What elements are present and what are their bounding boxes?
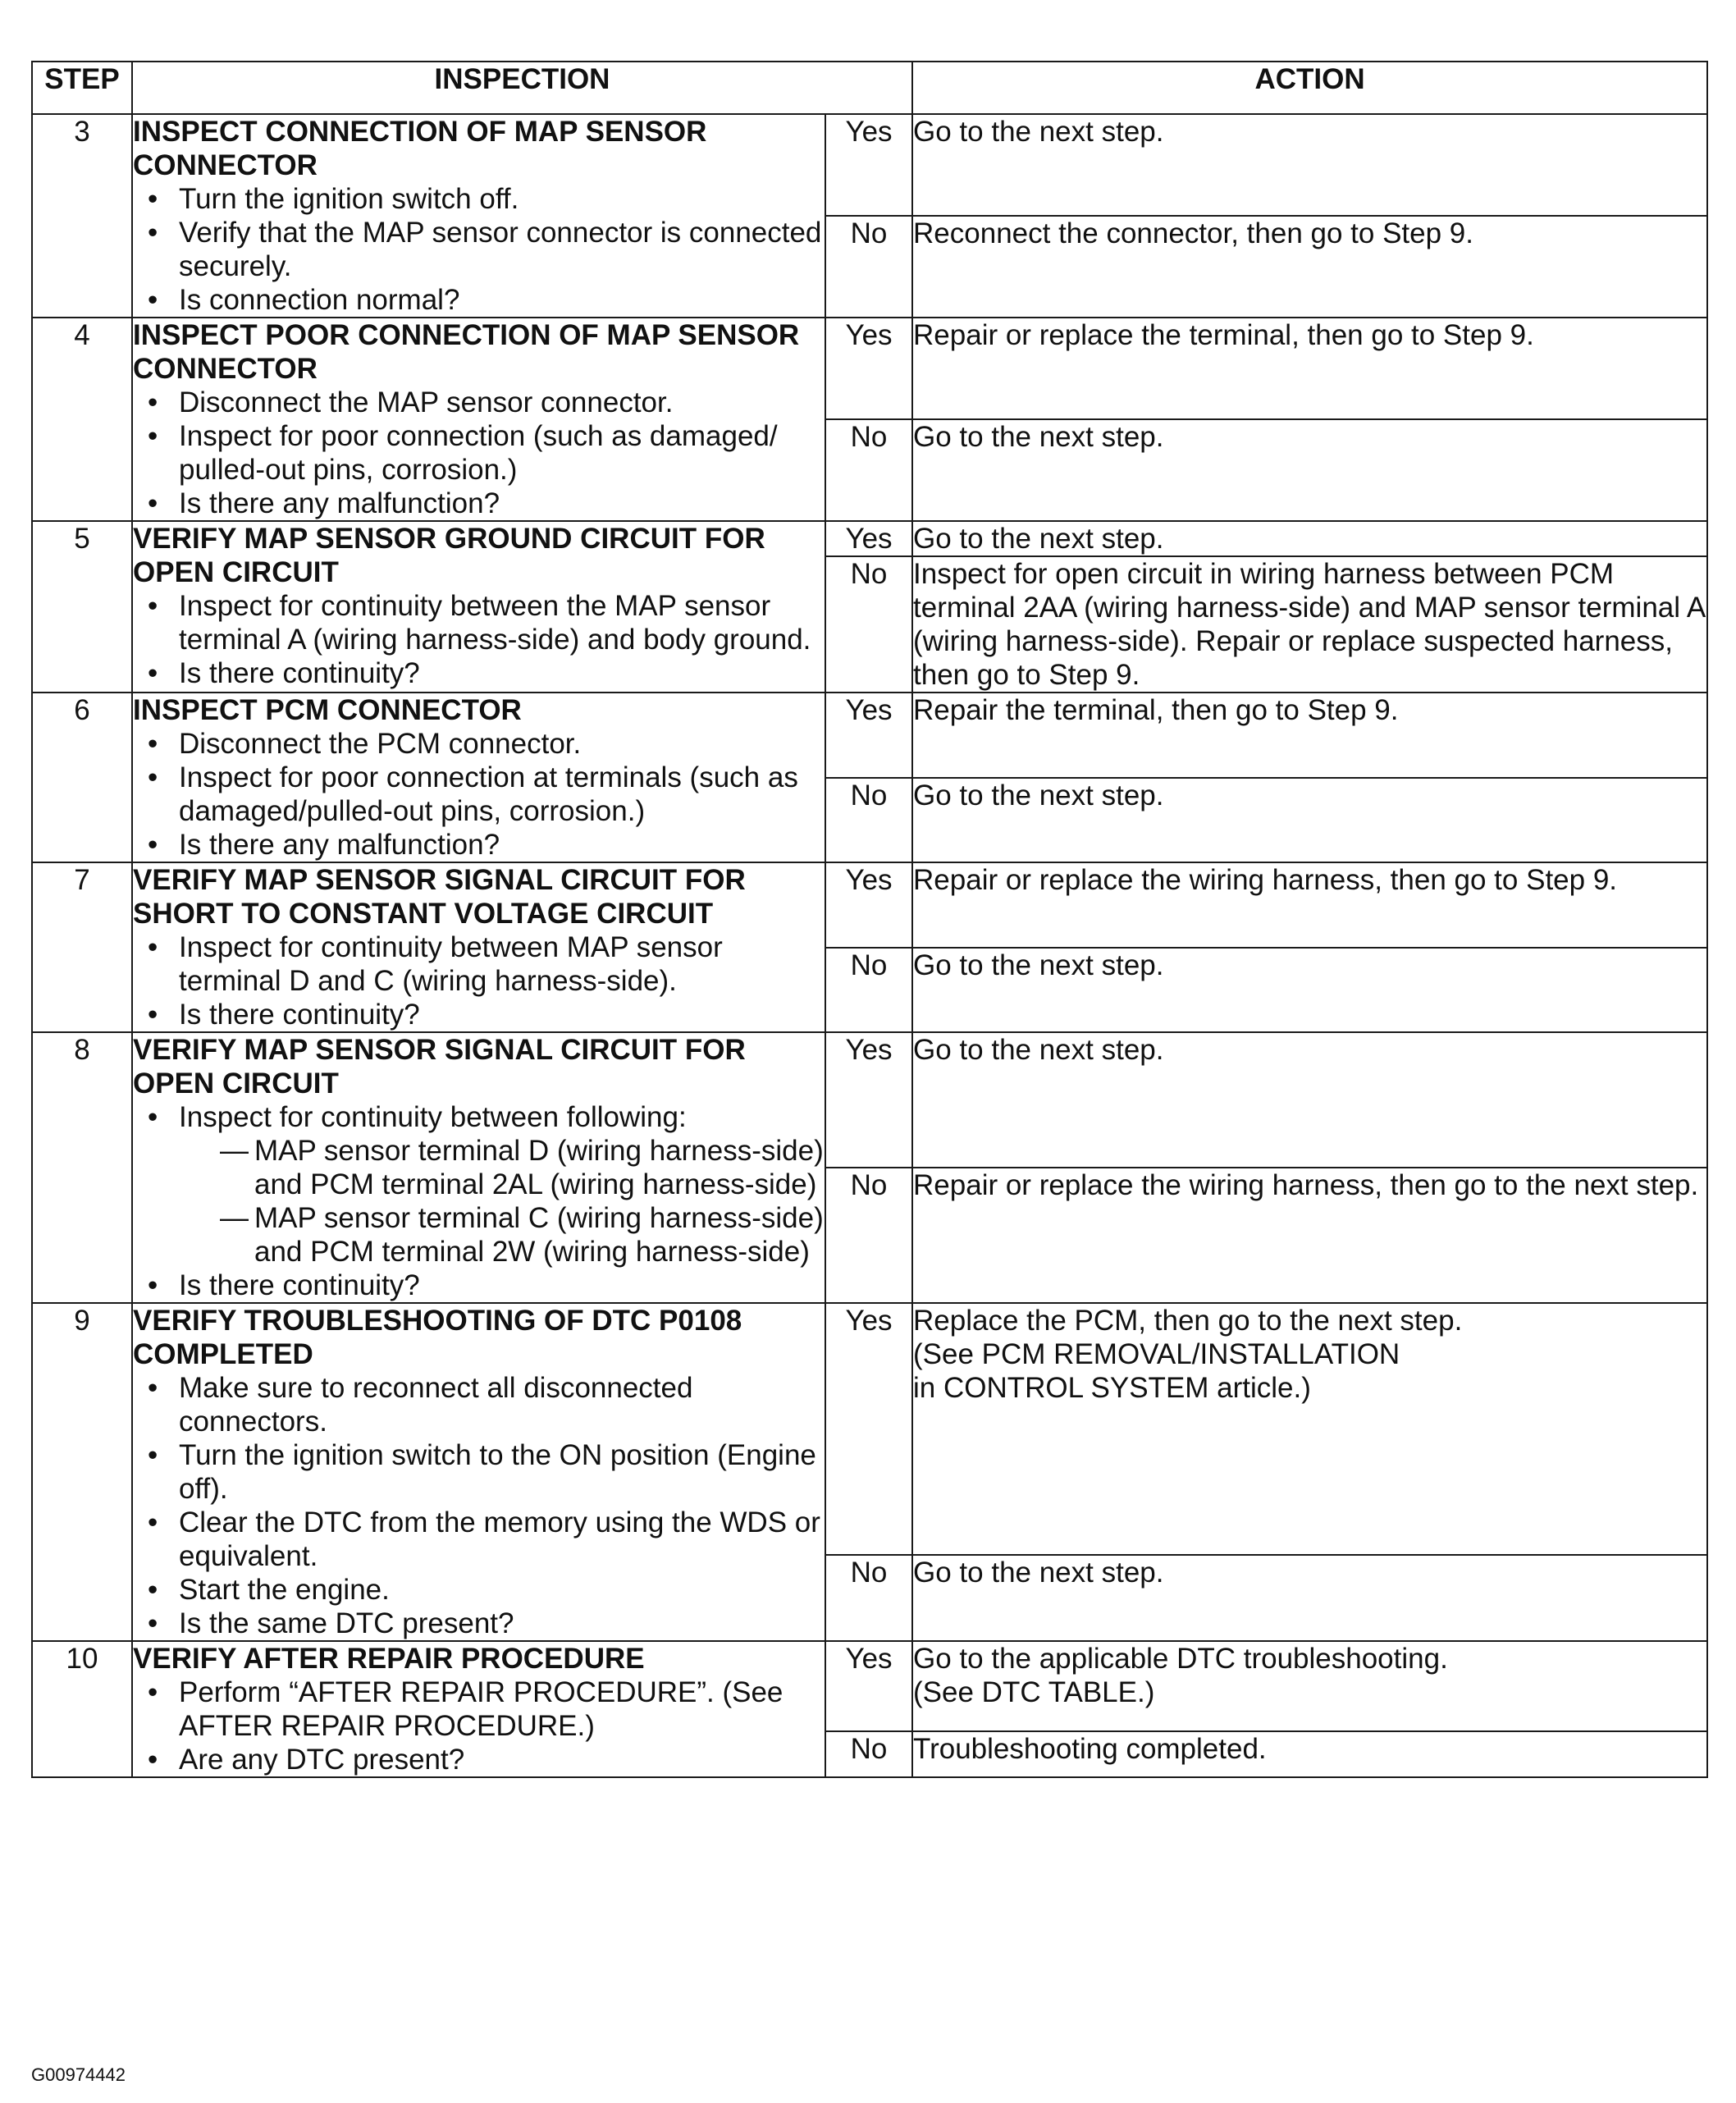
- step-number: 6: [32, 693, 132, 862]
- action-cell: [912, 1032, 1707, 1168]
- figure-code: G00974442: [31, 2064, 126, 2085]
- action-cell: [912, 1641, 1707, 1731]
- step-number: 4: [32, 318, 132, 521]
- answer-no: No: [825, 419, 912, 521]
- answer-yes: Yes: [825, 1032, 912, 1168]
- table-row: [32, 862, 1707, 948]
- action-cell: [912, 521, 1707, 556]
- inspection-bullet: • Turn the ignition switch off.: [133, 182, 825, 216]
- answer-no: No: [825, 216, 912, 318]
- inspection-bullet: • Inspect for poor connection at terminals (such as damaged/pulled-out pins, corrosion.): [133, 761, 825, 828]
- inspection-bullet: • Inspect for poor connection (such as damaged/ pulled-out pins, corrosion.): [133, 419, 825, 487]
- inspection-title: INSPECT CONNECTION OF MAP SENSOR CONNECTOR: [133, 116, 707, 181]
- inspection-bullet: • Perform “AFTER REPAIR PROCEDURE”. (See AFTER REPAIR PROCEDURE.): [133, 1676, 825, 1743]
- inspection-bullets: [133, 182, 825, 317]
- inspection-cell: [132, 1641, 825, 1777]
- diagnostic-table-sheet: [31, 61, 1706, 1778]
- action-text: (See PCM REMOVAL/INSTALLATION: [913, 1338, 1400, 1370]
- action-text: Go to the next step.: [913, 116, 1164, 148]
- answer-yes: Yes: [825, 318, 912, 419]
- header-step: STEP: [32, 62, 132, 114]
- inspection-bullets: [133, 386, 825, 520]
- action-cell: [912, 778, 1707, 863]
- table-body: [32, 114, 1707, 1777]
- action-text: Repair or replace the terminal, then go to Step 9.: [913, 319, 1534, 351]
- inspection-bullet: • Inspect for continuity between the MAP sensor terminal A (wiring harness-side) and body ground.: [133, 589, 825, 656]
- inspection-cell: [132, 318, 825, 521]
- inspection-subitem: — MAP sensor terminal D (wiring harness-side) and PCM terminal 2AL (wiring harness-side): [179, 1134, 825, 1201]
- action-text: Go to the next step.: [913, 1034, 1164, 1066]
- action-text: in CONTROL SYSTEM article.): [913, 1372, 1311, 1404]
- table-row: [32, 521, 1707, 556]
- inspection-cell: [132, 693, 825, 862]
- inspection-bullet: • Start the engine.: [133, 1573, 825, 1607]
- header-action: ACTION: [912, 62, 1707, 114]
- action-text: Go to the next step.: [913, 949, 1164, 981]
- inspection-bullet: • Disconnect the PCM connector.: [133, 727, 825, 761]
- action-cell: [912, 318, 1707, 419]
- action-cell: [912, 419, 1707, 521]
- action-text: Go to the next step.: [913, 523, 1164, 555]
- action-text: Go to the next step.: [913, 1556, 1164, 1589]
- header-inspection: INSPECTION: [132, 62, 912, 114]
- inspection-title: VERIFY TROUBLESHOOTING OF DTC P0108 COMPLETED: [133, 1305, 742, 1370]
- inspection-cell: [132, 114, 825, 318]
- inspection-title: VERIFY MAP SENSOR SIGNAL CIRCUIT FOR SHORT TO CONSTANT VOLTAGE CIRCUIT: [133, 864, 746, 930]
- inspection-bullet: • Verify that the MAP sensor connector is connected securely.: [133, 216, 825, 283]
- answer-yes: Yes: [825, 862, 912, 948]
- table-row: [32, 1303, 1707, 1555]
- action-cell: [912, 693, 1707, 778]
- step-number: 3: [32, 114, 132, 318]
- inspection-bullet: • Is there continuity?: [133, 1269, 825, 1302]
- inspection-sublist: [179, 1134, 825, 1269]
- inspection-bullet: • Is connection normal?: [133, 283, 825, 317]
- inspection-bullets: [133, 727, 825, 862]
- action-cell: [912, 1303, 1707, 1555]
- action-text: Repair or replace the wiring harness, then go to the next step.: [913, 1169, 1699, 1201]
- table-row: [32, 693, 1707, 778]
- inspection-cell: [132, 1032, 825, 1303]
- table-row: [32, 1641, 1707, 1731]
- inspection-bullets: [133, 589, 825, 690]
- action-cell: [912, 114, 1707, 216]
- inspection-bullets: [133, 1100, 825, 1302]
- inspection-title: INSPECT PCM CONNECTOR: [133, 694, 522, 726]
- action-cell: [912, 216, 1707, 318]
- answer-no: No: [825, 948, 912, 1033]
- answer-no: No: [825, 556, 912, 693]
- action-text: (See DTC TABLE.): [913, 1676, 1155, 1708]
- answer-yes: Yes: [825, 1641, 912, 1731]
- answer-no: No: [825, 1168, 912, 1303]
- answer-no: No: [825, 1731, 912, 1777]
- inspection-bullets: [133, 930, 825, 1031]
- action-text: Go to the next step.: [913, 421, 1164, 453]
- diagnostic-procedure-table: [31, 61, 1708, 1778]
- action-text: Inspect for open circuit in wiring harness between PCM terminal 2AA (wiring harness-side) and MAP sensor terminal A (wiring harness-side). Repair or replace suspected harness, then go to Step 9.: [913, 558, 1705, 691]
- action-text: Repair the terminal, then go to Step 9.: [913, 694, 1399, 726]
- action-text: Reconnect the connector, then go to Step 9.: [913, 217, 1473, 249]
- inspection-bullet: • Clear the DTC from the memory using the WDS or equivalent.: [133, 1506, 825, 1573]
- answer-yes: Yes: [825, 114, 912, 216]
- step-number: 8: [32, 1032, 132, 1303]
- inspection-cell: [132, 1303, 825, 1641]
- table-row: [32, 318, 1707, 419]
- action-text: Replace the PCM, then go to the next step.: [913, 1305, 1463, 1337]
- action-text: Troubleshooting completed.: [913, 1732, 1267, 1765]
- inspection-title: INSPECT POOR CONNECTION OF MAP SENSOR CONNECTOR: [133, 319, 800, 385]
- inspection-bullet: • Is there any malfunction?: [133, 828, 825, 862]
- step-number: 10: [32, 1641, 132, 1777]
- inspection-bullets: [133, 1371, 825, 1640]
- inspection-title: VERIFY MAP SENSOR GROUND CIRCUIT FOR OPEN CIRCUIT: [133, 523, 765, 588]
- action-cell: [912, 948, 1707, 1033]
- inspection-title: VERIFY MAP SENSOR SIGNAL CIRCUIT FOR OPEN CIRCUIT: [133, 1034, 746, 1100]
- action-cell: [912, 1731, 1707, 1777]
- inspection-bullet: • Is there continuity?: [133, 656, 825, 690]
- inspection-bullet: • Disconnect the MAP sensor connector.: [133, 386, 825, 419]
- inspection-bullet: • Inspect for continuity between MAP sensor terminal D and C (wiring harness-side).: [133, 930, 825, 998]
- action-cell: [912, 1168, 1707, 1303]
- action-text: Go to the next step.: [913, 779, 1164, 811]
- answer-yes: Yes: [825, 693, 912, 778]
- inspection-bullet: • Is the same DTC present?: [133, 1607, 825, 1640]
- inspection-cell: [132, 862, 825, 1032]
- inspection-bullet-text: Inspect for continuity between following:: [179, 1101, 687, 1133]
- table-header-row: [32, 62, 1707, 114]
- action-text: Repair or replace the wiring harness, then go to Step 9.: [913, 864, 1618, 896]
- action-cell: [912, 862, 1707, 948]
- inspection-bullet: • Is there continuity?: [133, 998, 825, 1031]
- inspection-bullet: • Is there any malfunction?: [133, 487, 825, 520]
- answer-no: No: [825, 1555, 912, 1641]
- inspection-bullet: • Make sure to reconnect all disconnected connectors.: [133, 1371, 825, 1438]
- table-row: [32, 114, 1707, 216]
- step-number: 9: [32, 1303, 132, 1641]
- inspection-bullet: • Turn the ignition switch to the ON position (Engine off).: [133, 1438, 825, 1506]
- action-text: Go to the applicable DTC troubleshooting.: [913, 1643, 1448, 1675]
- inspection-bullets: [133, 1676, 825, 1776]
- inspection-subitem: — MAP sensor terminal C (wiring harness-side) and PCM terminal 2W (wiring harness-side): [179, 1201, 825, 1269]
- answer-yes: Yes: [825, 521, 912, 556]
- action-cell: [912, 556, 1707, 693]
- inspection-title: VERIFY AFTER REPAIR PROCEDURE: [133, 1643, 645, 1675]
- table-row: [32, 1032, 1707, 1168]
- inspection-bullet: [133, 1100, 825, 1269]
- inspection-bullet: • Are any DTC present?: [133, 1743, 825, 1776]
- answer-no: No: [825, 778, 912, 863]
- answer-yes: Yes: [825, 1303, 912, 1555]
- step-number: 5: [32, 521, 132, 693]
- action-cell: [912, 1555, 1707, 1641]
- step-number: 7: [32, 862, 132, 1032]
- inspection-cell: [132, 521, 825, 693]
